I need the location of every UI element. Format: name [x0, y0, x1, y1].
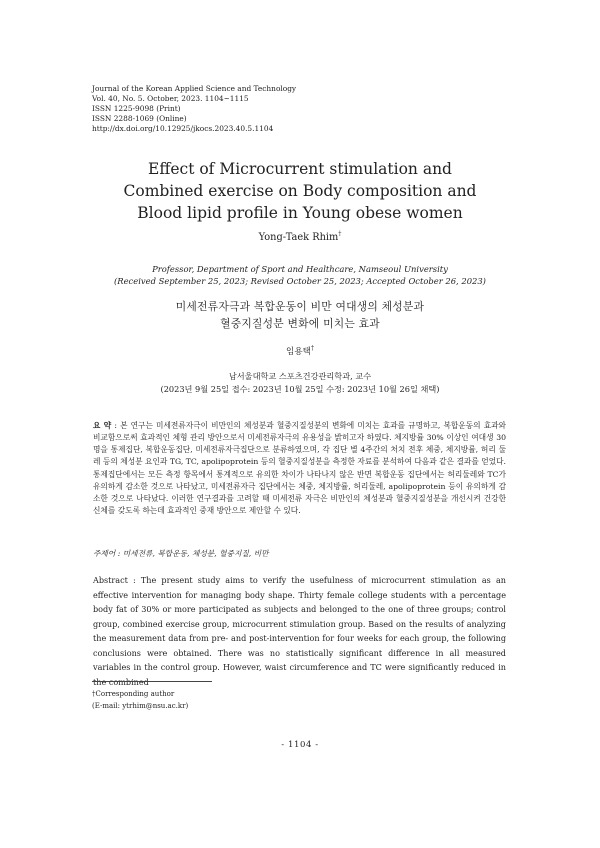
- abstract-en-text: : The present study aims to verify the usefulness of microcurrent stimulation as an effective intervention for managing body shape. Thirty female college students with a percentage body fat of 30% or more participated as subjects and belonged to the one of three groups; control group, combined exercise group, microcurrent stimulation group. Based on the results of analyzing the measurement data from pre- and post-intervention for four weeks for each group, the following conclusions were obtained. There was no statistically significant difference in all measured variables in the control group. However, waist circumference and TC were significantly reduced in the combined: [93, 575, 506, 687]
- corresponding-mark-ko: †: [310, 345, 314, 353]
- abstract-english: [93, 573, 506, 689]
- author-email: (E-mail: ytrhim@nsu.ac.kr): [92, 702, 189, 710]
- title-ko-line-2: 혈중지질성분 변화에 미치는 효과: [220, 317, 380, 330]
- title-line-1: Effect of Microcurrent stimulation and: [148, 160, 452, 178]
- title-ko-line-1: 미세전류자극과 복합운동이 비만 여대생의 체성분과: [175, 300, 425, 313]
- footnote: [92, 688, 188, 712]
- paper-title-korean: [0, 298, 600, 332]
- title-line-3: Blood lipid profile in Young obese women: [137, 204, 463, 222]
- affiliation-ko-line: 남서울대학교 스포츠건강관리학과, 교수: [228, 371, 372, 381]
- issn-online: ISSN 2288-1069 (Online): [92, 114, 187, 123]
- corresponding-mark: †: [338, 230, 342, 238]
- paper-title: [0, 158, 600, 224]
- abstract-en-label: Abstract: [93, 575, 128, 585]
- title-line-2: Combined exercise on Body composition and: [123, 182, 477, 200]
- received-dates: (Received September 25, 2023; Revised October 25, 2023; Accepted October 26, 2023): [114, 275, 486, 286]
- keywords-korean: 주제어 : 미세전류, 복합운동, 체성분, 혈중지질, 비만: [93, 549, 269, 558]
- corresponding-author-note: †Corresponding author: [92, 690, 175, 698]
- abstract-korean: [93, 420, 506, 517]
- issn-print: ISSN 1225-9098 (Print): [92, 104, 181, 113]
- footnote-divider: [92, 681, 212, 682]
- abstract-ko-text: : 본 연구는 미세전류자극이 비만인의 체성분과 혈중지질성분의 변화에 미치는 효과를 규명하고, 복합운동의 효과와 비교함으로써 효과적인 체형 관리 방안으로서 미세전류자극의 유용성을 밝히고자 하였다. 체지방률 30% 이상인 여대생 30명을 통제집단, 복합운동집단, 미세전류자극집단으로 분류하였으며, 각 집단 별 4주간의 처치 전후 체중, 체지방률, 허리 둘레 등의 체성분 요인과 TG, TC, apolipoprotein 등의 혈중지질성분을 측정한 자료를 분석하여 다음과 같은 결과를 얻었다. 통제집단에서는 모든 측정 항목에서 통계적으로 유의한 차이가 나타나지 않은 반면 복합운동 집단에서는 허리둘레와 TC가 유의하게 감소한 것으로 나타났고, 미세전류자극 집단에서는 체중, 체지방률, 허리둘레, apolipoprotein 등이 유의하게 감소한 것으로 나타났다. 이러한 연구결과를 고려할 때 미세전류 자극은 비만인의 체성분과 혈중지질성분을 개선시켜 건강한 신체를 갖도록 하는데 효과적인 중재 방안으로 제안할 수 있다.: [93, 421, 506, 516]
- received-dates-ko: (2023년 9월 25일 접수: 2023년 10월 25일 수정: 2023년 10월 26일 채택): [160, 384, 440, 394]
- page-number: - 1104 -: [281, 740, 319, 750]
- doi-link[interactable]: http://dx.doi.org/10.12925/jkocs.2023.40.5.1104: [92, 124, 274, 133]
- author-english: [0, 232, 600, 243]
- journal-volume: Vol. 40, No. 5. October, 2023. 1104~1115: [92, 94, 249, 103]
- affiliation-english: [0, 264, 600, 287]
- author-name-ko: 임용택: [286, 347, 311, 357]
- journal-name: Journal of the Korean Applied Science and Technology: [92, 84, 297, 93]
- affiliation-line: Professor, Department of Sport and Healthcare, Namseoul University: [152, 264, 448, 274]
- affiliation-korean: [0, 370, 600, 396]
- author-korean: [0, 345, 600, 357]
- journal-info: [92, 84, 296, 134]
- abstract-ko-label: 요 약: [93, 421, 112, 430]
- author-name: Yong-Taek Rhim: [258, 232, 339, 243]
